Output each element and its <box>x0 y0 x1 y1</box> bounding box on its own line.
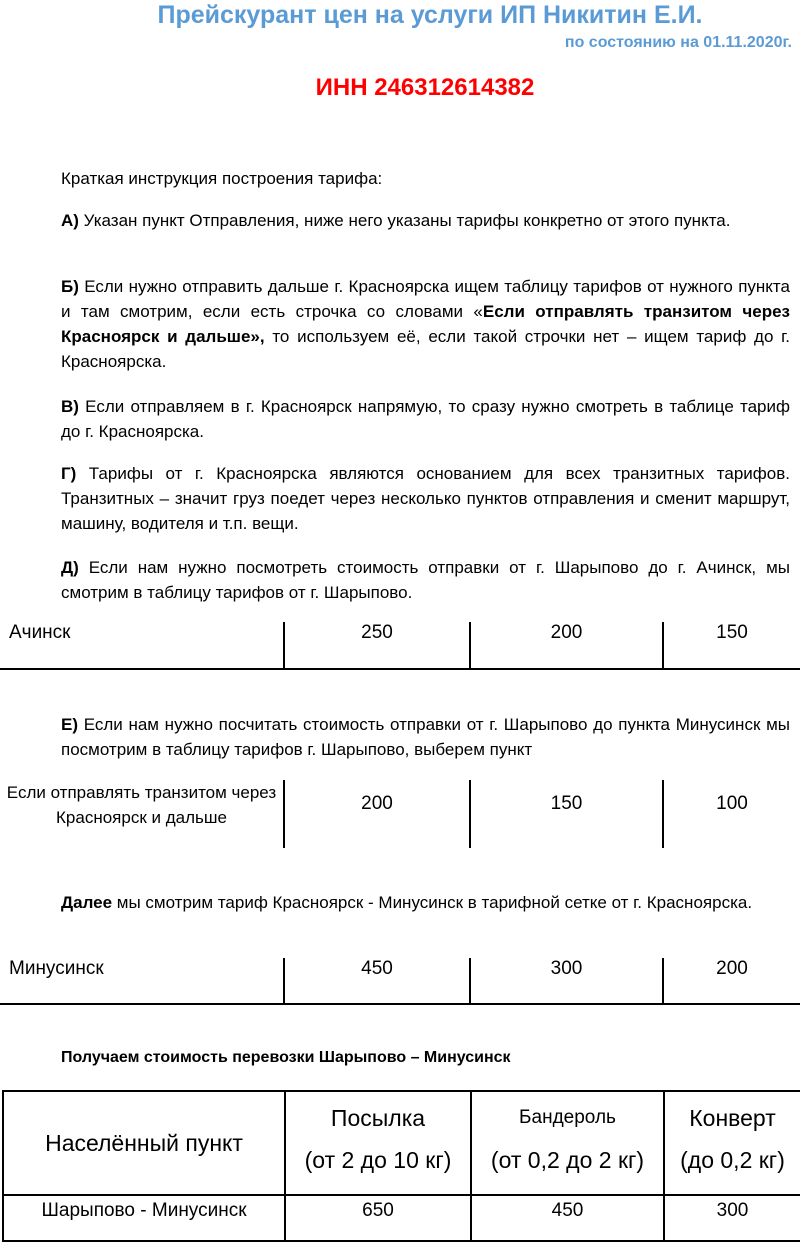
place-cell: Минусинск <box>0 958 284 1004</box>
instruction-g <box>61 461 790 536</box>
envelope-cell: 150 <box>663 622 800 669</box>
instruction-v-label: В) <box>61 397 79 416</box>
inn-number: ИНН 246312614382 <box>315 74 535 101</box>
envelope-cell: 200 <box>663 958 800 1004</box>
parcel-cell: 200 <box>284 780 470 848</box>
page-title: Прейскурант цен на услуги ИП Никитин Е.И. <box>157 1 703 29</box>
place-cell: Если отправлять транзитом через Красноярск и дальше <box>6 783 277 827</box>
header-envelope <box>664 1091 800 1195</box>
instruction-g-text: Тарифы от г. Красноярска являются основанием для всех транзитных тарифов. Транзитных – значит груз поедет через несколько пунктов отправления и сменит маршрут, машину, водителя и т.п. вещи. <box>61 464 790 533</box>
instruction-b-text2: то используем её, если такой строчки нет – ищем тариф до г. Красноярска. <box>61 327 791 371</box>
instruction-a-label: А) <box>61 211 79 230</box>
instruction-b <box>61 274 790 374</box>
instructions-intro: Краткая инструкция построения тарифа: <box>61 169 383 188</box>
row-parcel: 650 <box>285 1195 471 1241</box>
tariff-row-transit <box>0 780 800 848</box>
banderole-cell: 300 <box>470 958 663 1004</box>
envelope-cell: 100 <box>663 780 800 848</box>
tariff-row-minusinsk <box>0 958 800 1005</box>
instruction-b-label: Б) <box>61 277 79 296</box>
row-place: Шарыпово - Минусинск <box>3 1195 285 1241</box>
instruction-e-text: Если нам нужно посчитать стоимость отправки от г. Шарыпово до пункта Минусинск мы посмотрим в таблицу тарифов г. Шарыпово, выберем пункт <box>61 715 790 759</box>
instruction-d-text: Если нам нужно посмотреть стоимость отправки от г. Шарыпово до г. Ачинск, мы смотрим в таблицу тарифов от г. Шарыпово. <box>61 558 790 602</box>
header-banderole-sub: (от 0,2 до 2 кг) <box>490 1147 645 1173</box>
instruction-e-label: Е) <box>61 715 78 734</box>
instruction-g-label: Г) <box>61 464 77 483</box>
place-cell: Ачинск <box>0 622 284 669</box>
instruction-b-bold: Если отправлять транзитом через Красноярск и дальше», <box>61 302 790 346</box>
parcel-cell: 450 <box>284 958 470 1004</box>
date-note: по состоянию на 01.11.2020г. <box>564 34 792 51</box>
header-banderole <box>471 1091 664 1195</box>
instruction-b-text1: Если нужно отправить дальше г. Красноярска ищем таблицу тарифов от нужного пункта и там смотрим, если есть строчка со словами « <box>61 277 790 321</box>
row-banderole: 450 <box>471 1195 664 1241</box>
banderole-cell: 150 <box>470 780 663 848</box>
instruction-e <box>61 712 790 762</box>
instruction-d <box>61 555 790 605</box>
header-envelope-sub: (до 0,2 кг) <box>680 1147 785 1173</box>
instruction-further-text: мы смотрим тариф Красноярск - Минусинск в тарифной сетке от г. Красноярска. <box>112 893 753 912</box>
result-table-row <box>3 1195 800 1241</box>
instruction-v <box>61 394 790 444</box>
banderole-cell: 200 <box>470 622 663 669</box>
tariff-row-achinsk <box>0 622 800 670</box>
row-envelope: 300 <box>664 1195 800 1241</box>
instruction-a <box>61 208 790 233</box>
header-parcel <box>285 1091 471 1195</box>
header-parcel-title: Посылка <box>330 1105 426 1131</box>
instruction-a-text: Указан пункт Отправления, ниже него указаны тарифы конкретно от этого пункта. <box>78 211 731 230</box>
header-parcel-sub: (от 2 до 10 кг) <box>304 1147 452 1173</box>
instruction-further-label: Далее <box>61 893 113 912</box>
result-heading: Получаем стоимость перевозки Шарыпово – Минусинск <box>61 1049 511 1066</box>
instruction-further <box>61 890 790 915</box>
header-banderole-title: Бандероль <box>519 1107 616 1128</box>
result-table <box>2 1090 800 1242</box>
instruction-v-text: Если отправляем в г. Красноярск напрямую, то сразу нужно смотреть в таблице тариф до г. Красноярска. <box>61 397 790 441</box>
header-envelope-title: Конверт <box>689 1105 776 1131</box>
result-table-header <box>3 1091 800 1195</box>
instruction-d-label: Д) <box>61 558 79 577</box>
header-place: Населённый пункт <box>3 1091 285 1195</box>
parcel-cell: 250 <box>284 622 470 669</box>
